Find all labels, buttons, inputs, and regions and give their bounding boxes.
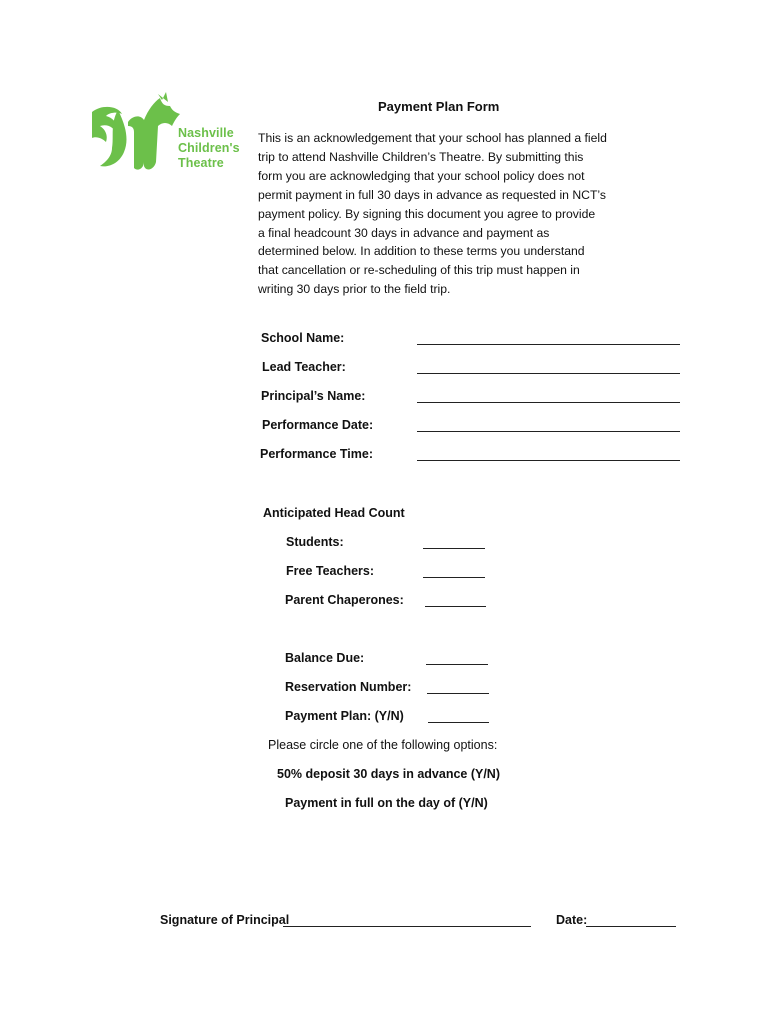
principal-signature-label: Signature of Principal: [160, 913, 290, 927]
school-name-field[interactable]: [417, 344, 680, 345]
intro-paragraph: [258, 129, 638, 299]
intro-line: trip to attend Nashville Children’s Theatre. By submitting this: [258, 149, 584, 164]
payment-plan-label: Payment Plan: (Y/N): [285, 709, 404, 723]
date-field[interactable]: [586, 926, 676, 927]
free-teachers-field[interactable]: [423, 577, 485, 578]
head-count-heading: Anticipated Head Count: [263, 506, 405, 520]
performance-date-label: Performance Date:: [262, 418, 374, 432]
intro-line: payment policy. By signing this document you agree to provide: [258, 206, 596, 221]
date-label: Date:: [556, 913, 588, 927]
intro-line: a final headcount 30 days in advance and payment as: [258, 225, 550, 240]
intro-line: determined below. In addition to these terms you understand: [258, 244, 585, 259]
students-field[interactable]: [423, 548, 485, 549]
principal-signature-field[interactable]: [283, 926, 531, 927]
principal-name-label: Principal’s Name:: [261, 389, 366, 403]
intro-line: permit payment in full 30 days in advance as requested in NCT’s: [258, 187, 606, 202]
school-name-label: School Name:: [261, 331, 345, 345]
payment-plan-field[interactable]: [428, 722, 489, 723]
performance-time-field[interactable]: [417, 460, 680, 461]
students-label: Students:: [286, 535, 344, 549]
lead-teacher-label: Lead Teacher:: [262, 360, 346, 374]
logo-line-1: Nashville: [178, 126, 234, 140]
page-title: Payment Plan Form: [378, 99, 500, 114]
free-teachers-label: Free Teachers:: [286, 564, 375, 578]
parent-chaperones-field[interactable]: [425, 606, 486, 607]
options-instruction: Please circle one of the following options:: [268, 738, 498, 752]
lead-teacher-field[interactable]: [417, 373, 680, 374]
intro-line: form you are acknowledging that your school policy does not: [258, 168, 585, 183]
reservation-number-field[interactable]: [427, 693, 489, 694]
intro-line: This is an acknowledgement that your school has planned a field: [258, 131, 607, 145]
reservation-number-label: Reservation Number:: [285, 680, 412, 694]
logo-wordmark: [178, 126, 240, 171]
principal-name-field[interactable]: [417, 402, 680, 403]
logo-line-3: Theatre: [178, 156, 224, 170]
parent-chaperones-label: Parent Chaperones:: [285, 593, 404, 607]
balance-due-field[interactable]: [426, 664, 488, 665]
performance-time-label: Performance Time:: [260, 447, 374, 461]
performance-date-field[interactable]: [417, 431, 680, 432]
intro-line: that cancellation or re-scheduling of this trip must happen in: [258, 263, 580, 278]
intro-line: writing 30 days prior to the field trip.: [258, 282, 451, 297]
option-full-payment[interactable]: Payment in full on the day of (Y/N): [285, 796, 488, 810]
balance-due-label: Balance Due:: [285, 651, 365, 665]
option-deposit[interactable]: 50% deposit 30 days in advance (Y/N): [277, 767, 500, 781]
logo-line-2: Children's: [178, 141, 240, 155]
